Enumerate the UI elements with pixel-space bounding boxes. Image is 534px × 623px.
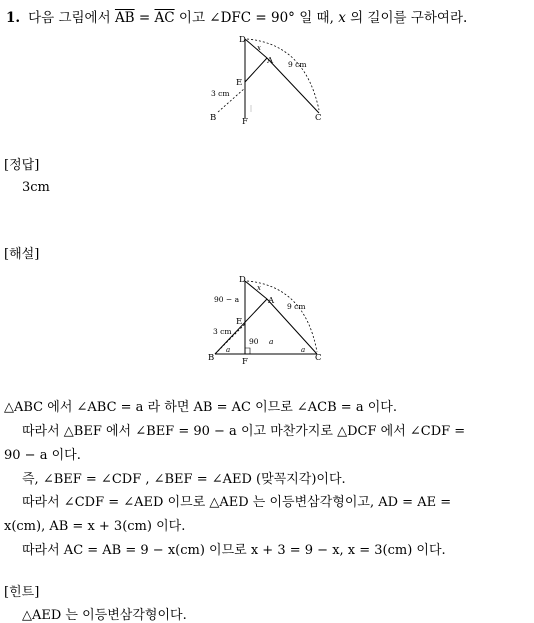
label-9cm: 9 cm (287, 302, 306, 311)
right-angle-mark (245, 348, 250, 354)
explanation-line-5: 따라서 ∠CDF = ∠AED 이므로 △AED 는 이등변삼각형이고, AD = AE = (22, 495, 452, 510)
point-c: C (315, 353, 322, 363)
point-d: D (239, 35, 246, 45)
label-90-minus-a: 90 − a (214, 295, 240, 304)
explanation-line-3: 90 − a 이다. (4, 448, 81, 463)
label-x: x (257, 44, 261, 52)
figure-2 (205, 272, 335, 368)
hint-text: △AED 는 이등변삼각형이다. (22, 608, 187, 623)
question-text-2: 이고 ∠DFC = 90° 일 때, (174, 10, 339, 26)
question (6, 6, 530, 26)
answer-value: 3cm (22, 180, 50, 195)
point-f: F (242, 117, 248, 126)
label-a-right: a (301, 346, 306, 354)
point-c: C (315, 113, 322, 123)
label-3cm: 3 cm (213, 327, 232, 336)
segment-ac: $\overline{AC}$ (154, 10, 175, 26)
answer-label: [정답] (4, 158, 40, 173)
label-x: x (257, 284, 261, 292)
point-a: A (268, 296, 275, 306)
point-f: F (242, 357, 248, 367)
var-x: x (338, 10, 346, 26)
question-text-3: 의 길이를 구하여라. (345, 10, 468, 26)
point-a: A (267, 56, 274, 66)
label-3cm: 3 cm (211, 89, 230, 98)
point-e: E (236, 317, 243, 327)
label-9cm: 9 cm (288, 60, 307, 69)
equals: = (134, 10, 155, 26)
explanation-line-7: 따라서 AC = AB = 9 − x(cm) 이므로 x + 3 = 9 − x, x = 3(cm) 이다. (22, 543, 446, 558)
label-a-left: a (226, 346, 231, 354)
point-e: E (236, 78, 243, 88)
label-90: 90 (249, 337, 259, 346)
explanation-line-1: △ABC 에서 ∠ABC = a 라 하면 AB = AC 이므로 ∠ACB = a 이다. (4, 400, 397, 415)
question-number: 1. (6, 10, 21, 26)
label-a-mid: a (269, 337, 274, 346)
figure-1 (205, 30, 335, 126)
explanation-line-4: 즉, ∠BEF = ∠CDF , ∠BEF = ∠AED (맞꼭지각)이다. (22, 472, 346, 487)
explanation-label: [해설] (4, 247, 40, 262)
hint-label: [힌트] (4, 585, 40, 600)
point-b: B (210, 113, 217, 123)
line-ea (245, 58, 267, 82)
point-b: B (208, 353, 215, 363)
point-d: D (239, 275, 246, 285)
explanation-line-2: 따라서 △BEF 에서 ∠BEF = 90 − a 이고 마찬가지로 △DCF 에서 ∠CDF = (22, 424, 466, 439)
segment-ab: $\overline{AB}$ (114, 10, 135, 26)
question-text-1: 다음 그림에서 (28, 10, 115, 26)
explanation-line-6: x(cm), AB = x + 3(cm) 이다. (4, 519, 186, 534)
